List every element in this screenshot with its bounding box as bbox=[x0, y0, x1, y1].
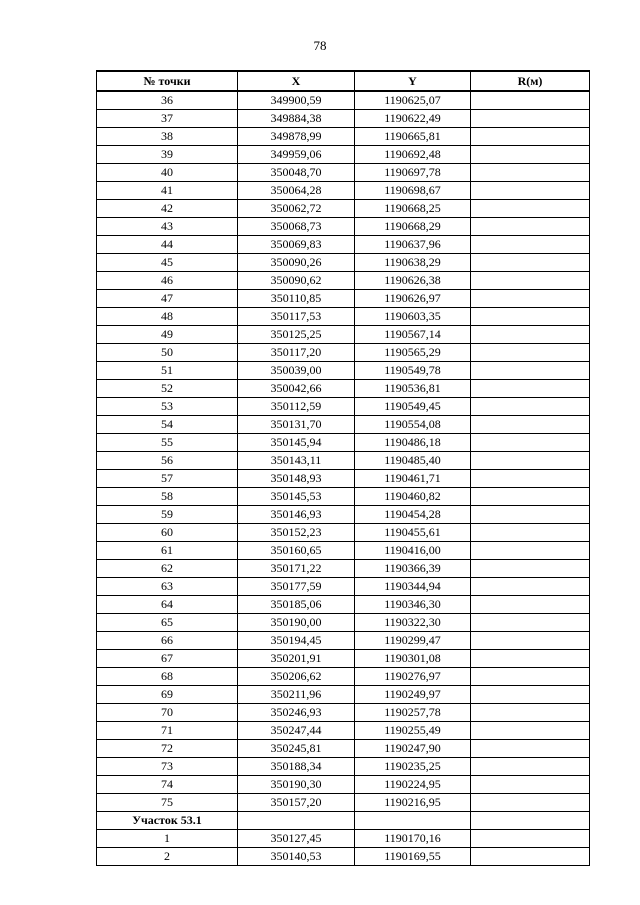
cell-x: 350117,20 bbox=[238, 344, 355, 362]
cell-y: 1190461,71 bbox=[355, 470, 471, 488]
cell-y: 1190247,90 bbox=[355, 740, 471, 758]
cell-y: 1190170,16 bbox=[355, 830, 471, 848]
cell-radius bbox=[471, 596, 590, 614]
cell-point-number: 1 bbox=[97, 830, 238, 848]
cell-y: 1190249,97 bbox=[355, 686, 471, 704]
cell-point-number: 39 bbox=[97, 146, 238, 164]
cell-y: 1190567,14 bbox=[355, 326, 471, 344]
section-row bbox=[97, 812, 590, 830]
cell-point-number: 63 bbox=[97, 578, 238, 596]
cell-x: 350211,96 bbox=[238, 686, 355, 704]
cell-radius bbox=[471, 290, 590, 308]
cell-radius bbox=[471, 452, 590, 470]
table-row bbox=[97, 560, 590, 578]
cell-x: 350190,30 bbox=[238, 776, 355, 794]
cell-radius bbox=[471, 686, 590, 704]
cell-radius bbox=[471, 272, 590, 290]
cell-x: 350127,45 bbox=[238, 830, 355, 848]
cell-point-number: 59 bbox=[97, 506, 238, 524]
cell-y: 1190344,94 bbox=[355, 578, 471, 596]
cell-radius bbox=[471, 146, 590, 164]
table-row bbox=[97, 704, 590, 722]
cell-point-number: 64 bbox=[97, 596, 238, 614]
cell-radius bbox=[471, 578, 590, 596]
cell-x: 350145,94 bbox=[238, 434, 355, 452]
cell-x: 349878,99 bbox=[238, 128, 355, 146]
cell-x: 350042,66 bbox=[238, 380, 355, 398]
cell-x: 350185,06 bbox=[238, 596, 355, 614]
cell-x: 350190,00 bbox=[238, 614, 355, 632]
cell-x: 350117,53 bbox=[238, 308, 355, 326]
cell-y: 1190299,47 bbox=[355, 632, 471, 650]
table-row bbox=[97, 488, 590, 506]
cell-radius bbox=[471, 200, 590, 218]
cell-point-number: 56 bbox=[97, 452, 238, 470]
table-row bbox=[97, 686, 590, 704]
table-row bbox=[97, 740, 590, 758]
cell-radius bbox=[471, 128, 590, 146]
table-row bbox=[97, 452, 590, 470]
table-row bbox=[97, 434, 590, 452]
cell-x: 350110,85 bbox=[238, 290, 355, 308]
cell-x: 349900,59 bbox=[238, 91, 355, 110]
cell-x: 350143,11 bbox=[238, 452, 355, 470]
cell-radius bbox=[471, 416, 590, 434]
cell-x: 350131,70 bbox=[238, 416, 355, 434]
cell-y: 1190698,67 bbox=[355, 182, 471, 200]
table-row bbox=[97, 128, 590, 146]
cell-x: 350201,91 bbox=[238, 650, 355, 668]
table-row bbox=[97, 91, 590, 110]
cell-y: 1190322,30 bbox=[355, 614, 471, 632]
cell-radius bbox=[471, 398, 590, 416]
cell-y: 1190366,39 bbox=[355, 560, 471, 578]
cell-radius bbox=[471, 722, 590, 740]
cell-point-number: 57 bbox=[97, 470, 238, 488]
cell-point-number: 42 bbox=[97, 200, 238, 218]
cell-radius bbox=[471, 650, 590, 668]
table-row bbox=[97, 200, 590, 218]
table-header-row bbox=[97, 71, 590, 91]
cell-radius bbox=[471, 524, 590, 542]
cell-point-number: 49 bbox=[97, 326, 238, 344]
cell-x: 350125,25 bbox=[238, 326, 355, 344]
cell-radius bbox=[471, 668, 590, 686]
cell-y: 1190255,49 bbox=[355, 722, 471, 740]
table-row bbox=[97, 506, 590, 524]
cell-radius bbox=[471, 110, 590, 128]
cell-x: 350090,26 bbox=[238, 254, 355, 272]
cell-x: 350148,93 bbox=[238, 470, 355, 488]
cell-x: 350247,44 bbox=[238, 722, 355, 740]
table-body bbox=[97, 91, 590, 866]
cell-radius bbox=[471, 632, 590, 650]
empty-cell bbox=[238, 812, 355, 830]
table-row bbox=[97, 578, 590, 596]
cell-y: 1190169,55 bbox=[355, 848, 471, 866]
cell-radius bbox=[471, 326, 590, 344]
table-row bbox=[97, 362, 590, 380]
cell-point-number: 51 bbox=[97, 362, 238, 380]
table-row bbox=[97, 542, 590, 560]
cell-x: 349884,38 bbox=[238, 110, 355, 128]
cell-radius bbox=[471, 848, 590, 866]
cell-point-number: 54 bbox=[97, 416, 238, 434]
cell-point-number: 66 bbox=[97, 632, 238, 650]
header-y: Y bbox=[355, 71, 471, 91]
cell-point-number: 62 bbox=[97, 560, 238, 578]
cell-radius bbox=[471, 794, 590, 812]
table-row bbox=[97, 614, 590, 632]
cell-radius bbox=[471, 182, 590, 200]
cell-x: 350039,00 bbox=[238, 362, 355, 380]
table-row bbox=[97, 830, 590, 848]
cell-y: 1190549,45 bbox=[355, 398, 471, 416]
section-title: Участок 53.1 bbox=[97, 812, 238, 830]
table-row bbox=[97, 110, 590, 128]
table-row bbox=[97, 326, 590, 344]
cell-point-number: 43 bbox=[97, 218, 238, 236]
cell-point-number: 44 bbox=[97, 236, 238, 254]
cell-x: 350069,83 bbox=[238, 236, 355, 254]
cell-y: 1190668,25 bbox=[355, 200, 471, 218]
cell-point-number: 41 bbox=[97, 182, 238, 200]
cell-point-number: 40 bbox=[97, 164, 238, 182]
cell-point-number: 47 bbox=[97, 290, 238, 308]
cell-y: 1190486,18 bbox=[355, 434, 471, 452]
table-row bbox=[97, 848, 590, 866]
cell-radius bbox=[471, 344, 590, 362]
cell-radius bbox=[471, 488, 590, 506]
cell-x: 350062,72 bbox=[238, 200, 355, 218]
empty-cell bbox=[471, 812, 590, 830]
table-row bbox=[97, 650, 590, 668]
cell-point-number: 2 bbox=[97, 848, 238, 866]
header-radius: R(м) bbox=[471, 71, 590, 91]
cell-point-number: 55 bbox=[97, 434, 238, 452]
cell-x: 350171,22 bbox=[238, 560, 355, 578]
cell-radius bbox=[471, 758, 590, 776]
cell-point-number: 69 bbox=[97, 686, 238, 704]
cell-y: 1190257,78 bbox=[355, 704, 471, 722]
cell-y: 1190485,40 bbox=[355, 452, 471, 470]
cell-radius bbox=[471, 830, 590, 848]
cell-radius bbox=[471, 740, 590, 758]
cell-point-number: 74 bbox=[97, 776, 238, 794]
cell-radius bbox=[471, 560, 590, 578]
table-row bbox=[97, 398, 590, 416]
table-row bbox=[97, 380, 590, 398]
cell-point-number: 60 bbox=[97, 524, 238, 542]
cell-point-number: 46 bbox=[97, 272, 238, 290]
cell-y: 1190549,78 bbox=[355, 362, 471, 380]
table-row bbox=[97, 596, 590, 614]
table-row bbox=[97, 254, 590, 272]
cell-point-number: 67 bbox=[97, 650, 238, 668]
cell-y: 1190626,97 bbox=[355, 290, 471, 308]
cell-y: 1190638,29 bbox=[355, 254, 471, 272]
cell-y: 1190554,08 bbox=[355, 416, 471, 434]
table-row bbox=[97, 776, 590, 794]
cell-x: 350245,81 bbox=[238, 740, 355, 758]
cell-y: 1190665,81 bbox=[355, 128, 471, 146]
cell-radius bbox=[471, 506, 590, 524]
table-row bbox=[97, 218, 590, 236]
table-row bbox=[97, 524, 590, 542]
cell-x: 350146,93 bbox=[238, 506, 355, 524]
cell-y: 1190460,82 bbox=[355, 488, 471, 506]
cell-radius bbox=[471, 254, 590, 272]
cell-point-number: 48 bbox=[97, 308, 238, 326]
table-row bbox=[97, 722, 590, 740]
cell-point-number: 38 bbox=[97, 128, 238, 146]
cell-x: 350157,20 bbox=[238, 794, 355, 812]
header-x: X bbox=[238, 71, 355, 91]
cell-x: 350048,70 bbox=[238, 164, 355, 182]
coordinates-table bbox=[96, 70, 590, 866]
table-row bbox=[97, 182, 590, 200]
header-point-number: № точки bbox=[97, 71, 238, 91]
cell-x: 350090,62 bbox=[238, 272, 355, 290]
cell-point-number: 37 bbox=[97, 110, 238, 128]
table-row bbox=[97, 416, 590, 434]
cell-x: 350206,62 bbox=[238, 668, 355, 686]
cell-y: 1190603,35 bbox=[355, 308, 471, 326]
table-row bbox=[97, 272, 590, 290]
cell-radius bbox=[471, 308, 590, 326]
cell-radius bbox=[471, 218, 590, 236]
cell-y: 1190301,08 bbox=[355, 650, 471, 668]
table-row bbox=[97, 146, 590, 164]
table-row bbox=[97, 632, 590, 650]
cell-y: 1190216,95 bbox=[355, 794, 471, 812]
cell-y: 1190455,61 bbox=[355, 524, 471, 542]
cell-x: 350188,34 bbox=[238, 758, 355, 776]
cell-y: 1190626,38 bbox=[355, 272, 471, 290]
cell-radius bbox=[471, 776, 590, 794]
cell-point-number: 52 bbox=[97, 380, 238, 398]
table-row bbox=[97, 470, 590, 488]
cell-point-number: 68 bbox=[97, 668, 238, 686]
cell-point-number: 73 bbox=[97, 758, 238, 776]
cell-y: 1190692,48 bbox=[355, 146, 471, 164]
cell-radius bbox=[471, 380, 590, 398]
cell-y: 1190276,97 bbox=[355, 668, 471, 686]
table-row bbox=[97, 344, 590, 362]
cell-y: 1190416,00 bbox=[355, 542, 471, 560]
cell-y: 1190536,81 bbox=[355, 380, 471, 398]
cell-x: 350152,23 bbox=[238, 524, 355, 542]
cell-x: 350068,73 bbox=[238, 218, 355, 236]
cell-x: 350112,59 bbox=[238, 398, 355, 416]
cell-point-number: 70 bbox=[97, 704, 238, 722]
cell-radius bbox=[471, 434, 590, 452]
cell-y: 1190625,07 bbox=[355, 91, 471, 110]
cell-radius bbox=[471, 614, 590, 632]
cell-y: 1190622,49 bbox=[355, 110, 471, 128]
table-row bbox=[97, 290, 590, 308]
table-row bbox=[97, 668, 590, 686]
cell-y: 1190637,96 bbox=[355, 236, 471, 254]
cell-point-number: 72 bbox=[97, 740, 238, 758]
cell-x: 350160,65 bbox=[238, 542, 355, 560]
table-row bbox=[97, 758, 590, 776]
cell-x: 350246,93 bbox=[238, 704, 355, 722]
cell-y: 1190565,29 bbox=[355, 344, 471, 362]
cell-point-number: 61 bbox=[97, 542, 238, 560]
table-row bbox=[97, 308, 590, 326]
empty-cell bbox=[355, 812, 471, 830]
table-row bbox=[97, 164, 590, 182]
cell-x: 350177,59 bbox=[238, 578, 355, 596]
cell-x: 350140,53 bbox=[238, 848, 355, 866]
table-row bbox=[97, 236, 590, 254]
cell-y: 1190697,78 bbox=[355, 164, 471, 182]
cell-point-number: 58 bbox=[97, 488, 238, 506]
cell-point-number: 65 bbox=[97, 614, 238, 632]
cell-radius bbox=[471, 542, 590, 560]
cell-y: 1190224,95 bbox=[355, 776, 471, 794]
cell-radius bbox=[471, 362, 590, 380]
cell-y: 1190454,28 bbox=[355, 506, 471, 524]
cell-x: 350145,53 bbox=[238, 488, 355, 506]
cell-point-number: 71 bbox=[97, 722, 238, 740]
cell-y: 1190346,30 bbox=[355, 596, 471, 614]
cell-radius bbox=[471, 91, 590, 110]
cell-radius bbox=[471, 704, 590, 722]
cell-point-number: 36 bbox=[97, 91, 238, 110]
cell-point-number: 75 bbox=[97, 794, 238, 812]
cell-y: 1190668,29 bbox=[355, 218, 471, 236]
cell-radius bbox=[471, 164, 590, 182]
page-number: 78 bbox=[313, 38, 327, 53]
cell-point-number: 53 bbox=[97, 398, 238, 416]
cell-x: 350064,28 bbox=[238, 182, 355, 200]
cell-radius bbox=[471, 236, 590, 254]
cell-y: 1190235,25 bbox=[355, 758, 471, 776]
cell-radius bbox=[471, 470, 590, 488]
cell-point-number: 50 bbox=[97, 344, 238, 362]
cell-point-number: 45 bbox=[97, 254, 238, 272]
cell-x: 350194,45 bbox=[238, 632, 355, 650]
cell-x: 349959,06 bbox=[238, 146, 355, 164]
table-row bbox=[97, 794, 590, 812]
